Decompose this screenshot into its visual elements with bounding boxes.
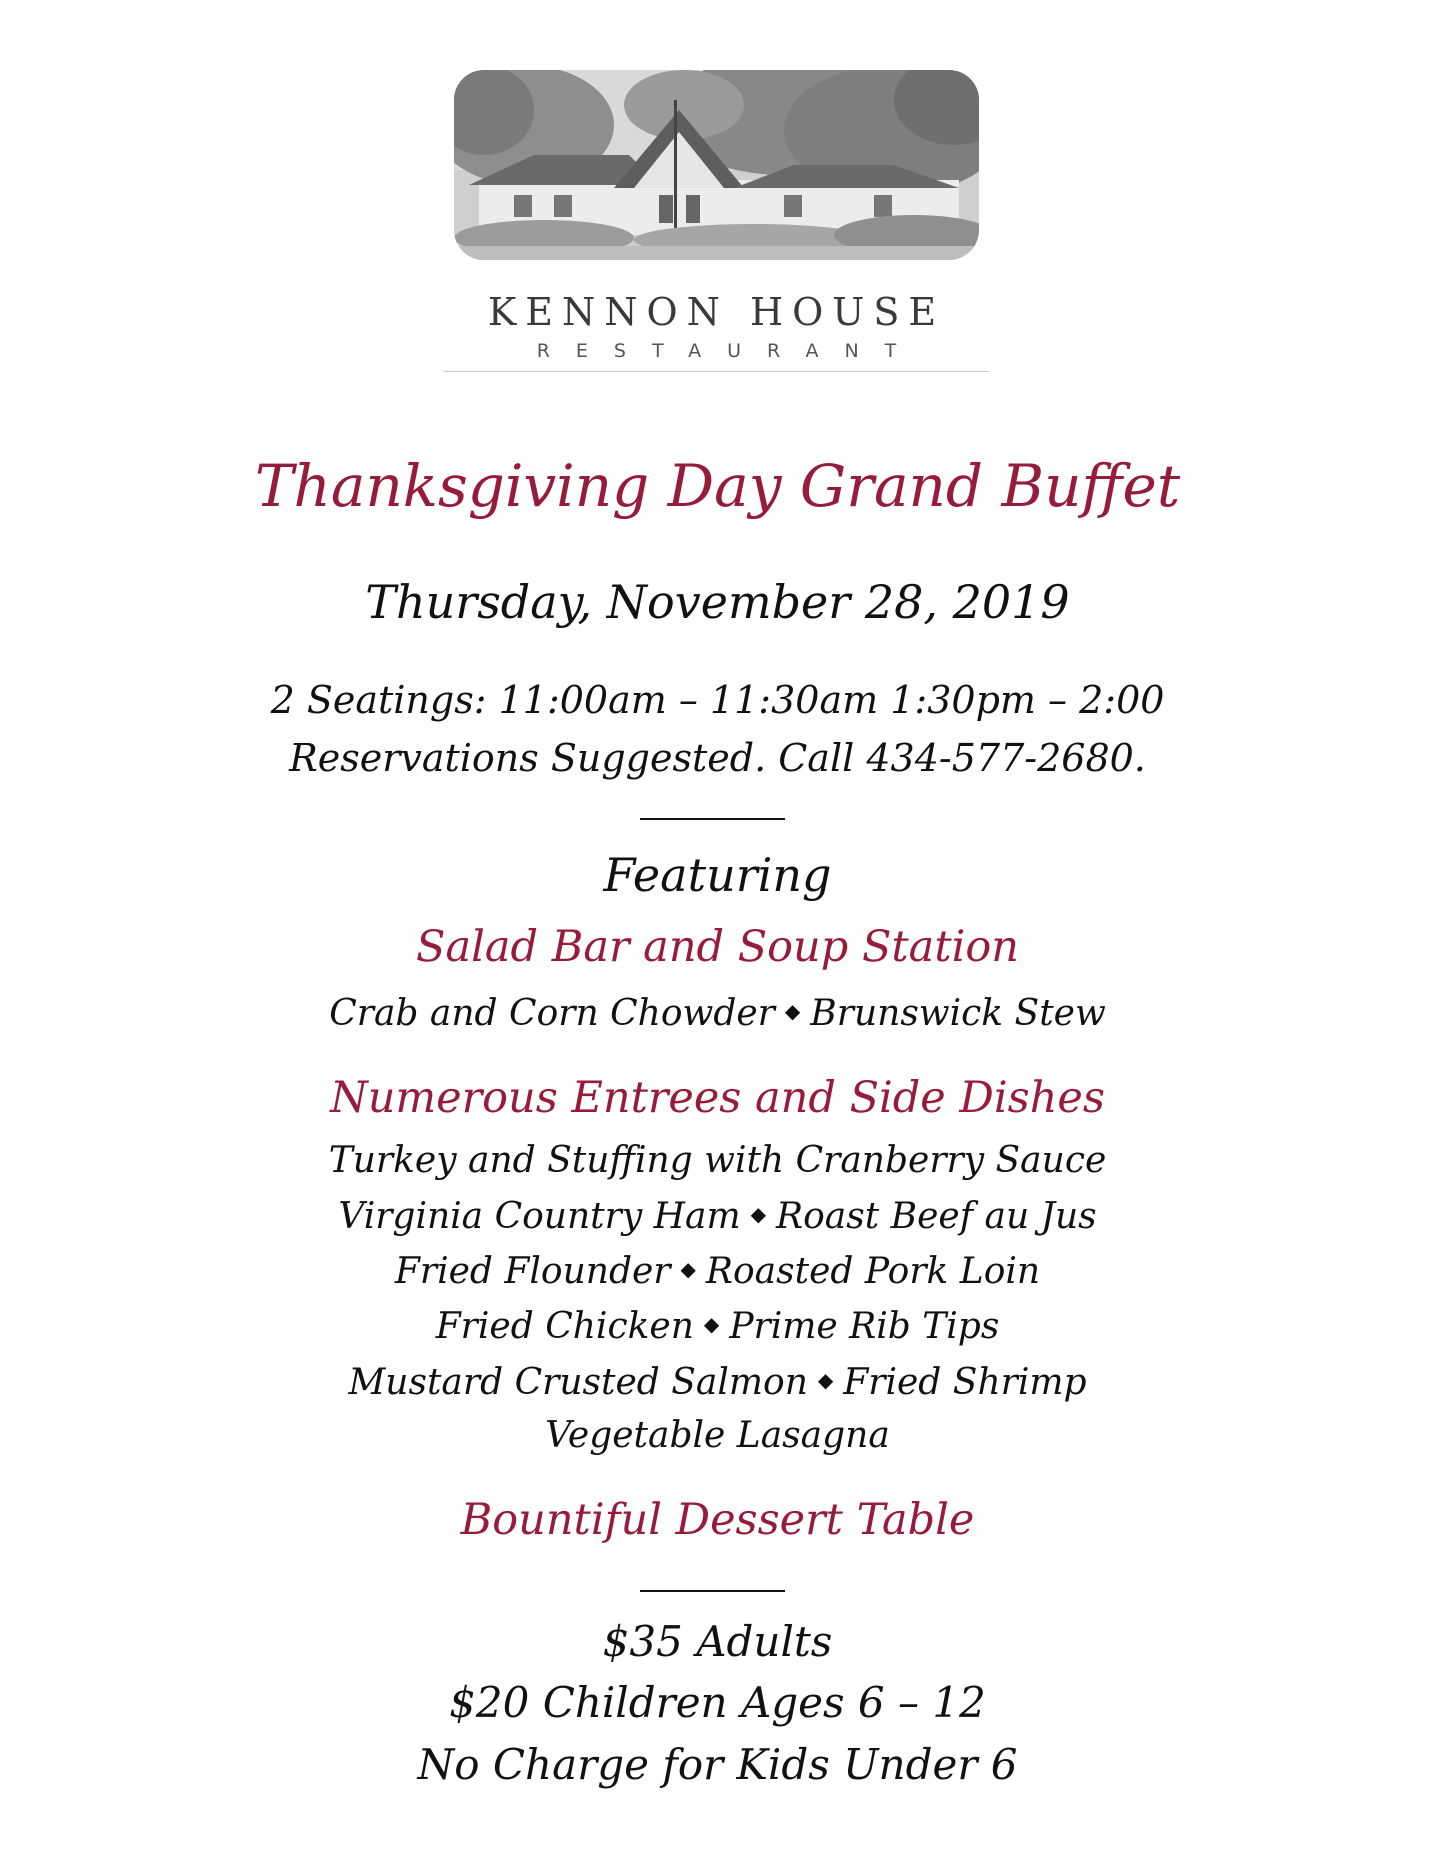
diamond-bullet-icon: ◆ [703, 1312, 720, 1336]
menu-line [0, 1196, 1435, 1237]
diamond-bullet-icon: ◆ [680, 1257, 696, 1281]
reservation-info: Reservations Suggested. Call 434-577-2680. [289, 736, 1146, 780]
featuring-heading: Featuring [603, 848, 832, 902]
section-heading-entrees: Numerous Entrees and Side Dishes [330, 1073, 1105, 1123]
diamond-bullet-icon: ◆ [784, 999, 801, 1023]
diamond-bullet-icon: ◆ [750, 1202, 767, 1226]
section-heading-dessert: Bountiful Dessert Table [460, 1495, 975, 1545]
menu-line [0, 1415, 1435, 1456]
menu-item: Brunswick Stew [810, 993, 1106, 1034]
menu-line [0, 1251, 1435, 1292]
menu-item: Turkey and Stuffing with Cranberry Sauce [328, 1140, 1107, 1181]
menu-item: Mustard Crusted Salmon [348, 1362, 808, 1403]
seatings-info: 2 Seatings: 11:00am – 11:30am 1:30pm – 2:00 [270, 678, 1165, 722]
price-adults: $35 Adults [602, 1617, 833, 1666]
event-title: Thanksgiving Day Grand Buffet [254, 452, 1181, 520]
menu-item: Roast Beef au Jus [776, 1196, 1097, 1237]
logo-subtitle: RESTAURANT [536, 340, 923, 362]
menu-line [0, 1362, 1435, 1403]
menu-item: Crab and Corn Chowder [329, 993, 775, 1034]
restaurant-sketch-image [454, 70, 979, 260]
event-date: Thursday, November 28, 2019 [365, 575, 1070, 629]
menu-item: Prime Rib Tips [729, 1306, 1000, 1347]
section-heading-salad: Salad Bar and Soup Station [416, 922, 1019, 972]
menu-item: Virginia Country Ham [338, 1196, 741, 1237]
menu-item: Fried Flounder [394, 1251, 671, 1292]
divider-top [640, 818, 785, 820]
menu-item: Fried Shrimp [843, 1362, 1087, 1403]
divider-bottom [640, 1590, 785, 1592]
menu-line [0, 1140, 1435, 1181]
price-kids-under-6: No Charge for Kids Under 6 [417, 1740, 1018, 1789]
menu-item: Fried Chicken [435, 1306, 694, 1347]
logo-underline [444, 371, 989, 372]
diamond-bullet-icon: ◆ [817, 1368, 834, 1392]
menu-line [0, 1306, 1435, 1347]
price-children: $20 Children Ages 6 – 12 [449, 1678, 986, 1727]
restaurant-logo [444, 60, 989, 372]
logo-name: KENNON HOUSE [487, 290, 946, 334]
menu-item: Roasted Pork Loin [705, 1251, 1041, 1292]
menu-line [0, 993, 1435, 1034]
menu-item: Vegetable Lasagna [545, 1415, 890, 1456]
